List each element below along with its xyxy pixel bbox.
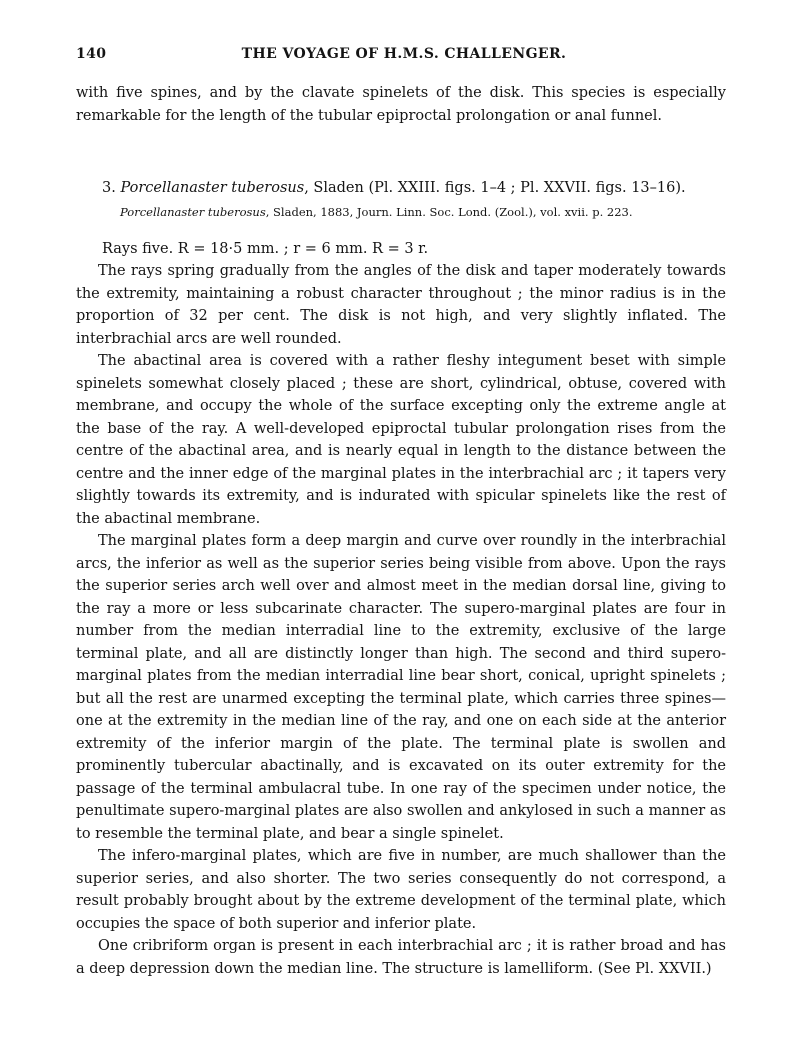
paragraph-cribriform-organ: One cribriform organ is present in each interbrachial arc ; it is rather broad and has a deep depression down the median line. The structure is lamelliform. (See Pl. XXVII.) [76,938,726,977]
page-number: 140 [76,46,107,62]
carryover-paragraph: with five spines, and by the clavate spinelets of the disk. This species is especially remarkable for the length of the tubular epiproctal prolongation or anal funnel. [76,85,726,124]
synonym-reference: , Sladen, 1883, Journ. Linn. Soc. Lond. (Zool.), vol. xvii. p. 223. [265,204,633,219]
paragraph-marginal-plates: The marginal plates form a deep margin and curve over roundly in the interbrachial arcs, the inferior as well as the superior series being visible from above. Upon the rays the superior series arch well over and almost meet in the median dorsal line, giving to the ray a more or less subcarinate character. The supero-marginal plates are four in number from the median interradial line to the extremity, exclusive of the large terminal plate, and all are distinctly longer than high. The second and third supero-marginal plates from the median interradial line bear short, conical, upright spinelets ; but all the rest are unarmed excepting the terminal plate, which carries three spines—one at the extremity in the median line of the ray, and one on each side at the anterior extremity of the inferior margin of the plate. The terminal plate is swollen and prominently tubercular abactinally, and is excavated on its outer extremity for the passage of the terminal ambulacral tube. In one ray of the specimen under notice, the penultimate supero-marginal plates are also swollen and ankylosed in such a manner as to resemble the terminal plate, and bear a single spinelet. [76,533,726,842]
species-heading [76,177,726,200]
species-name: Porcellanaster tuberosus [120,180,305,196]
paragraph-rays: The rays spring gradually from the angles of the disk and taper moderately towards the extremity, maintaining a robust character throughout ; the minor radius is in the proportion of 32 per cent. The disk is not high, and very slightly inflated. The interbrachial arcs are well rounded. [76,263,726,347]
paragraph-abactinal-area: The abactinal area is covered with a rather fleshy integument beset with simple spinelets somewhat closely placed ; these are short, cylindrical, obtuse, covered with membrane, and occupy the whole of the surface excepting only the extreme angle at the base of the ray. A well-developed epiproctal tubular prolongation rises from the centre of the abactinal area, and is nearly equal in length to the distance between the centre and the inner edge of the marginal plates in the interbrachial arc ; it tapers very slightly towards its extremity, and is indurated with spicular spinelets like the rest of the abactinal membrane. [76,353,726,527]
species-authority: , Sladen (Pl. XXIII. figs. 1–4 ; Pl. XXVII. figs. 13–16). [304,180,686,196]
page-header [76,46,732,70]
synonym-name: Porcellanaster tuberosus [120,204,266,219]
measurements-line: Rays five. R = 18·5 mm. ; r = 6 mm. R = 3 r. [102,240,429,257]
page-body [76,82,726,980]
synonymy-line [76,204,726,220]
paragraph-infero-marginal-plates: The infero-marginal plates, which are five in number, are much shallower than the superior series, and also shorter. The two series consequently do not correspond, a result probably brought about by the extreme development of the terminal plate, which occupies the space of both superior and inferior plate. [76,848,726,932]
running-title: THE VOYAGE OF H.M.S. CHALLENGER. [241,46,567,62]
species-number: 3. [102,180,116,196]
